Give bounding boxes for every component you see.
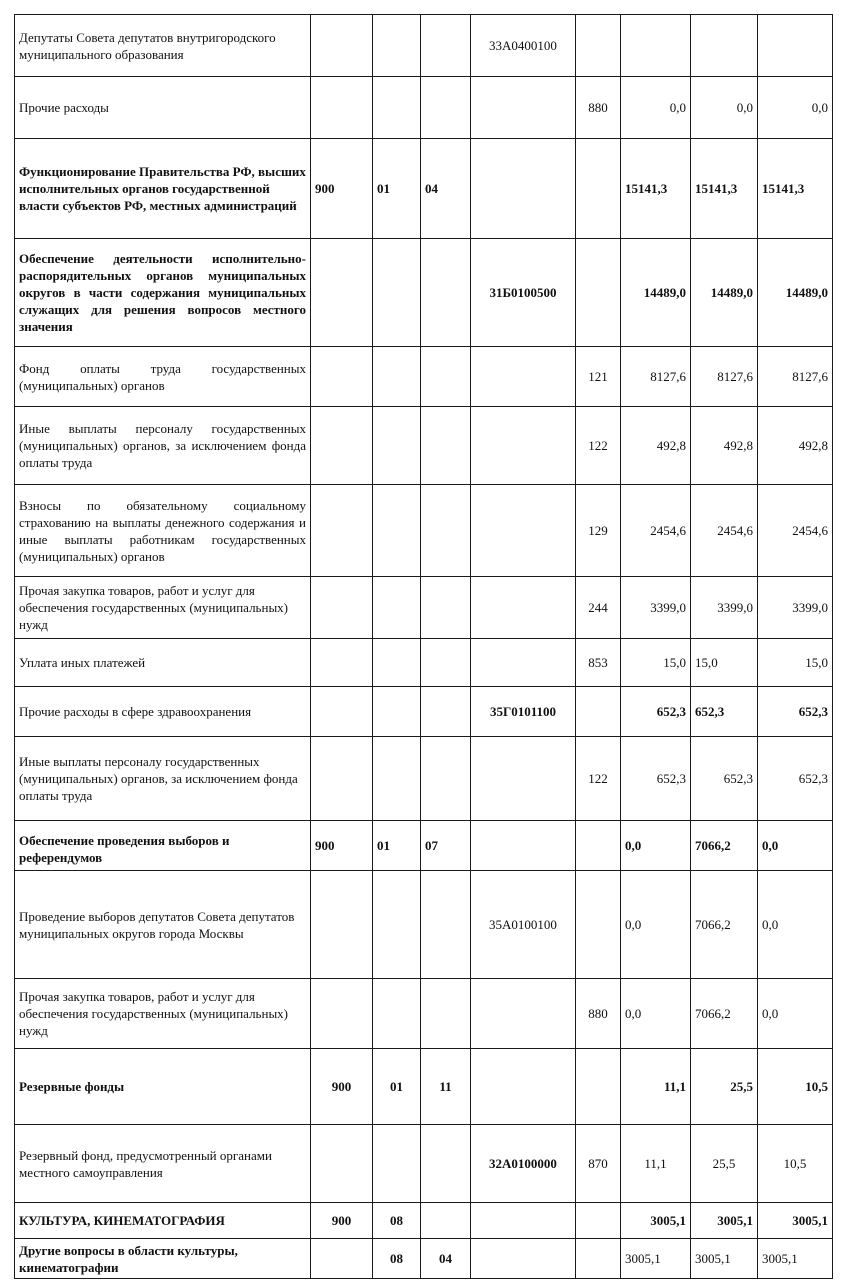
row-name: Прочая закупка товаров, работ и услуг для обеспечения государственных (муниципальных) нужд [15,979,311,1049]
cell-year1 [621,15,691,77]
cell-year2: 15,0 [691,639,758,687]
cell-year3: 3399,0 [758,577,833,639]
cell-rz [373,485,421,577]
cell-csr [471,1239,576,1279]
cell-pr [421,1125,471,1203]
cell-vr: 853 [576,639,621,687]
cell-pr [421,347,471,407]
cell-pr: 04 [421,139,471,239]
cell-csr [471,77,576,139]
cell-year3: 492,8 [758,407,833,485]
row-name: Иные выплаты персоналу государственных (муниципальных) органов, за исключением фонда оплаты труда [15,737,311,821]
cell-year2: 652,3 [691,687,758,737]
cell-grbs [311,77,373,139]
cell-grbs [311,1125,373,1203]
cell-pr [421,639,471,687]
cell-grbs [311,979,373,1049]
cell-grbs [311,347,373,407]
cell-year3: 0,0 [758,979,833,1049]
table-row [15,1049,833,1125]
table-row [15,737,833,821]
cell-year2: 7066,2 [691,979,758,1049]
table-row [15,407,833,485]
table-row [15,1125,833,1203]
cell-grbs [311,239,373,347]
row-name: Прочая закупка товаров, работ и услуг для обеспечения государственных (муниципальных) нужд [15,577,311,639]
cell-year2: 652,3 [691,737,758,821]
cell-year1: 0,0 [621,871,691,979]
cell-year2: 25,5 [691,1125,758,1203]
cell-rz [373,737,421,821]
cell-vr [576,1049,621,1125]
cell-grbs: 900 [311,821,373,871]
cell-rz [373,871,421,979]
table-row [15,77,833,139]
cell-vr: 870 [576,1125,621,1203]
cell-year1: 15,0 [621,639,691,687]
cell-year2 [691,15,758,77]
table-row [15,871,833,979]
cell-csr [471,347,576,407]
table-row [15,239,833,347]
cell-year1: 3005,1 [621,1203,691,1239]
row-name: Иные выплаты персоналу государственных (муниципальных) органов, за исключением фонда оплаты труда [15,407,311,485]
cell-year2: 492,8 [691,407,758,485]
cell-year2: 0,0 [691,77,758,139]
cell-year1: 0,0 [621,979,691,1049]
cell-pr [421,979,471,1049]
cell-year1: 3005,1 [621,1239,691,1279]
cell-year3: 10,5 [758,1125,833,1203]
cell-rz [373,577,421,639]
cell-csr: 32А0100000 [471,1125,576,1203]
cell-rz: 01 [373,821,421,871]
cell-year3: 652,3 [758,687,833,737]
cell-csr: 35А0100100 [471,871,576,979]
cell-year3: 14489,0 [758,239,833,347]
cell-csr [471,639,576,687]
cell-rz [373,15,421,77]
cell-pr [421,1203,471,1239]
cell-year2: 2454,6 [691,485,758,577]
cell-pr: 04 [421,1239,471,1279]
cell-grbs [311,1239,373,1279]
cell-vr [576,15,621,77]
table-row [15,139,833,239]
row-name: Другие вопросы в области культуры, кинематографии [15,1239,311,1279]
cell-grbs [311,639,373,687]
cell-pr [421,407,471,485]
cell-csr: 35Г0101100 [471,687,576,737]
cell-vr: 121 [576,347,621,407]
cell-year2: 25,5 [691,1049,758,1125]
cell-rz [373,639,421,687]
cell-rz [373,687,421,737]
cell-year2: 8127,6 [691,347,758,407]
cell-pr [421,871,471,979]
cell-csr [471,139,576,239]
row-name: Фонд оплаты труда государственных (муниципальных) органов [15,347,311,407]
table-row [15,1239,833,1279]
row-name: Резервные фонды [15,1049,311,1125]
table-row [15,485,833,577]
row-name: Уплата иных платежей [15,639,311,687]
cell-year3: 2454,6 [758,485,833,577]
cell-rz [373,347,421,407]
cell-vr: 122 [576,737,621,821]
cell-grbs [311,871,373,979]
cell-grbs [311,737,373,821]
cell-year1: 0,0 [621,77,691,139]
cell-rz [373,1125,421,1203]
row-name: Депутаты Совета депутатов внутригородского муниципального образования [15,15,311,77]
budget-table [14,14,833,1279]
cell-year3: 0,0 [758,77,833,139]
cell-rz [373,239,421,347]
cell-grbs [311,485,373,577]
table-row [15,1203,833,1239]
cell-year3: 15141,3 [758,139,833,239]
cell-year1: 492,8 [621,407,691,485]
cell-csr [471,577,576,639]
cell-year1: 8127,6 [621,347,691,407]
table-row [15,577,833,639]
cell-year3: 15,0 [758,639,833,687]
table-row [15,347,833,407]
cell-vr: 122 [576,407,621,485]
cell-year3 [758,15,833,77]
row-name: Прочие расходы в сфере здравоохранения [15,687,311,737]
cell-year1: 652,3 [621,737,691,821]
cell-csr [471,1203,576,1239]
cell-grbs [311,687,373,737]
table-row [15,821,833,871]
cell-year1: 14489,0 [621,239,691,347]
cell-year2: 7066,2 [691,821,758,871]
cell-year2: 3005,1 [691,1239,758,1279]
row-name: Обеспечение деятельности исполнительно-распорядительных органов муниципальных округов в части содержания муниципальных служащих для решения вопросов местного значения [15,239,311,347]
cell-year1: 11,1 [621,1049,691,1125]
cell-vr [576,239,621,347]
cell-year1: 0,0 [621,821,691,871]
cell-pr [421,577,471,639]
cell-vr [576,139,621,239]
row-name: Функционирование Правительства РФ, высших исполнительных органов государственной власти субъектов РФ, местных администраций [15,139,311,239]
cell-grbs [311,407,373,485]
row-name: КУЛЬТУРА, КИНЕМАТОГРАФИЯ [15,1203,311,1239]
cell-csr: 33А0400100 [471,15,576,77]
cell-vr [576,687,621,737]
cell-year2: 3005,1 [691,1203,758,1239]
cell-grbs [311,577,373,639]
cell-year3: 3005,1 [758,1239,833,1279]
cell-rz: 08 [373,1239,421,1279]
cell-grbs: 900 [311,1049,373,1125]
cell-year1: 2454,6 [621,485,691,577]
cell-grbs: 900 [311,139,373,239]
cell-year3: 8127,6 [758,347,833,407]
cell-vr: 244 [576,577,621,639]
cell-csr [471,821,576,871]
cell-rz [373,979,421,1049]
cell-grbs [311,15,373,77]
cell-vr: 880 [576,979,621,1049]
cell-pr [421,239,471,347]
cell-year2: 3399,0 [691,577,758,639]
row-name: Обеспечение проведения выборов и референдумов [15,821,311,871]
cell-csr [471,485,576,577]
row-name: Резервный фонд, предусмотренный органами местного самоуправления [15,1125,311,1203]
cell-rz: 01 [373,1049,421,1125]
table-row [15,687,833,737]
table-row [15,979,833,1049]
table-row [15,639,833,687]
cell-csr [471,737,576,821]
cell-pr: 11 [421,1049,471,1125]
cell-year3: 10,5 [758,1049,833,1125]
cell-csr: 31Б0100500 [471,239,576,347]
cell-pr [421,737,471,821]
cell-year3: 652,3 [758,737,833,821]
cell-rz: 01 [373,139,421,239]
cell-rz [373,77,421,139]
cell-pr [421,687,471,737]
cell-vr [576,1203,621,1239]
row-name: Взносы по обязательному социальному страхованию на выплаты денежного содержания и иные выплаты работникам государственных (муниципальных) органов [15,485,311,577]
cell-vr: 880 [576,77,621,139]
cell-vr [576,1239,621,1279]
cell-year2: 7066,2 [691,871,758,979]
table-row [15,15,833,77]
row-name: Прочие расходы [15,77,311,139]
cell-year3: 3005,1 [758,1203,833,1239]
cell-year3: 0,0 [758,821,833,871]
cell-year3: 0,0 [758,871,833,979]
cell-vr [576,821,621,871]
cell-pr [421,485,471,577]
cell-grbs: 900 [311,1203,373,1239]
cell-vr: 129 [576,485,621,577]
row-name: Проведение выборов депутатов Совета депутатов муниципальных округов города Москвы [15,871,311,979]
cell-year2: 15141,3 [691,139,758,239]
cell-csr [471,1049,576,1125]
cell-year1: 652,3 [621,687,691,737]
cell-rz: 08 [373,1203,421,1239]
cell-pr [421,15,471,77]
cell-year2: 14489,0 [691,239,758,347]
cell-year1: 3399,0 [621,577,691,639]
cell-year1: 15141,3 [621,139,691,239]
cell-rz [373,407,421,485]
cell-pr [421,77,471,139]
cell-pr: 07 [421,821,471,871]
cell-year1: 11,1 [621,1125,691,1203]
cell-csr [471,407,576,485]
cell-csr [471,979,576,1049]
cell-vr [576,871,621,979]
